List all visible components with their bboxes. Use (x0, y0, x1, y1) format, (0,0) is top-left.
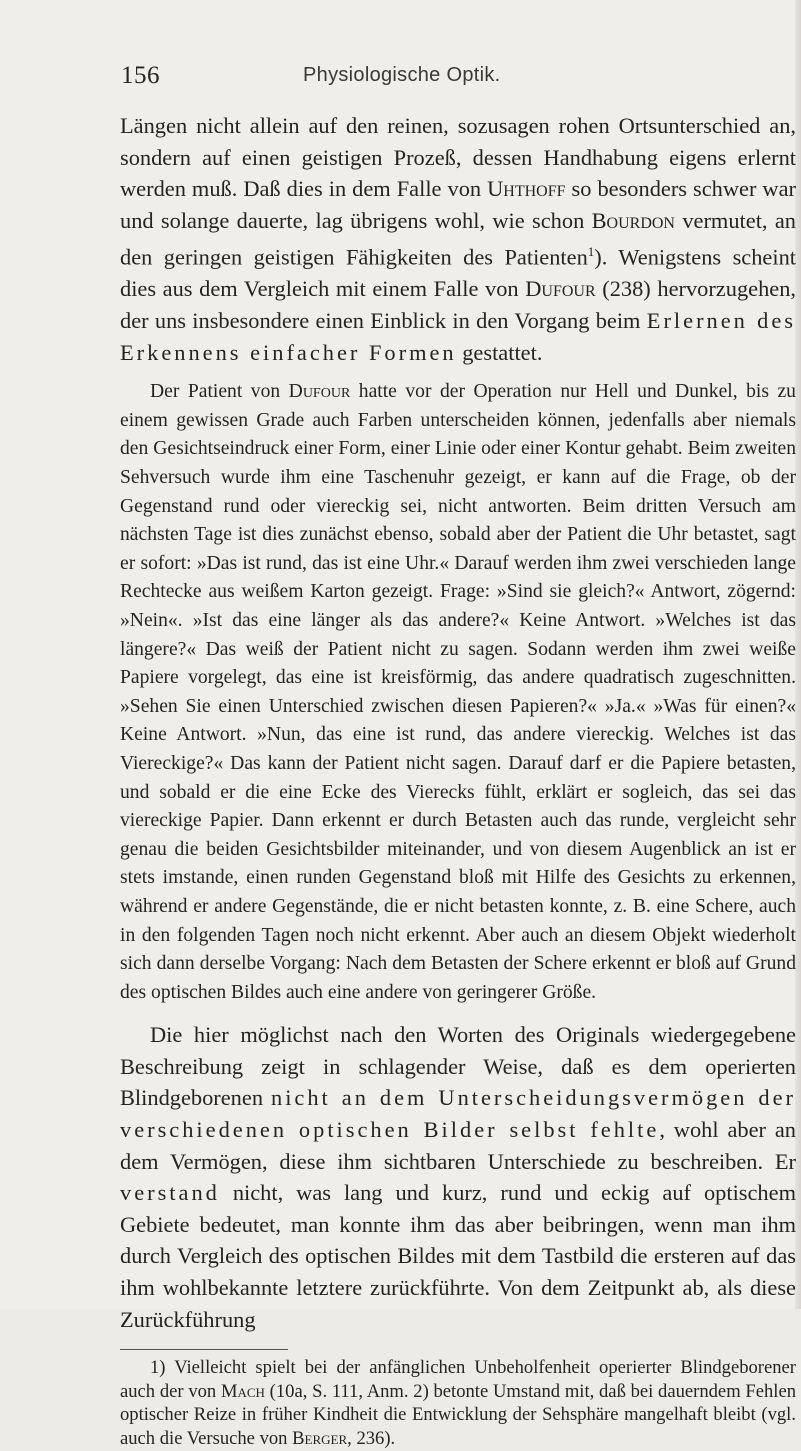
author-name: Uhthoff (487, 176, 566, 202)
text-run: , wohl aber an dem Vermögen, diese ihm sichtbaren Unterschiede zu beschreiben. Er (120, 1117, 796, 1174)
text-run: , 236). (347, 1428, 396, 1449)
author-name: Mach (220, 1380, 265, 1402)
text-run: nicht, was lang und kurz, rund und eckig auf optischem Gebiete bedeutet, man konnte ihm das aber beibringen, wenn man ihm durch Vergleich des optischen Bildes mit dem Tastbild die ersteren auf das ihm wohlbekannte letztere zurückführte. Von dem Zeitpunkt ab, als diese Zurückführung (120, 1180, 796, 1332)
emphasis-spaced: verstand (120, 1180, 220, 1206)
author-name: Bourdon (591, 207, 675, 233)
author-name: Dufour (525, 276, 596, 302)
body-text (120, 110, 796, 1451)
text-run: gestattet. (456, 339, 543, 365)
page-number: 156 (121, 62, 160, 89)
text-run: ). Wenigstens scheint dies aus dem Vergleich mit einem Falle von (120, 244, 797, 302)
text-run: ) Vielleicht spielt bei der anfänglichen Unbeholfenheit operierter Blindgeborener auch der von (120, 1357, 796, 1402)
author-name: Dufour (288, 381, 351, 403)
text-run: hatte vor der Operation nur Hell und Dunkel, bis zu einem gewissen Grade auch Farben unterscheiden können, jedenfalls aber niemals den Gesichtseindruck einer Form, einer Linie oder einer Kontur gehabt. Beim zweiten Sehversuch wurde ihm eine Taschenuhr gezeigt, er kann auf die Frage, ob der Gegenstand rund oder viereckig sei, nicht antworten. Beim dritten Versuch am nächsten Tage ist dies zunächst ebenso, sobald aber der Patient die Uhr betastet, sagt er sofort: »Das ist rund, das ist eine Uhr.« Darauf werden ihm zwei verschieden lange Rechtecke aus weißem Karton gezeigt. Frage: »Sind sie gleich?« Antwort, zögernd: »Nein«. »Ist das eine länger als das andere?« Keine Antwort. »Welches ist das längere?« Das weiß der Patient nicht zu sagen. Sodann werden ihm zwei weiße Papiere vorgelegt, das eine ist kreisförmig, das andere quadratisch zugeschnitten. »Sehen Sie einen Unterschied zwischen diesen Papieren?« »Ja.« »Was für einen?« Keine Antwort. »Nun, das eine ist rund, das andere viereckig. Welches ist das Viereckige?« Das kann der Patient nicht sagen. Darauf darf er die Papiere betasten, und sobald er die eine Ecke des Vierecks fühlt, erklärt er sogleich, das sei das viereckige Papier. Dann erkennt er durch Betasten auch das runde, vergleicht sehr genau die beiden Gesichtsbilder miteinander, und von diesem Augenblick an ist er stets imstande, einen runden Gegenstand bloß mit Hilfe des Gesichts zu erkennen, während er andere Gegenstände, die er nicht betasten konnte, z. B. eine Schere, auch in den folgenden Tagen noch nicht erkennt. Aber auch an diesem Objekt wiederholt sich dann derselbe Vorgang: Nach dem Betasten der Schere erkennt er bloß auf Grund des optischen Bildes auch eine andere von geringerer Größe. (120, 381, 796, 1003)
footnote (120, 1356, 796, 1450)
text-run: (238) hervorzugehen, der uns insbesondere einen Einblick in den Vorgang beim (120, 276, 797, 334)
author-name: Berger (292, 1428, 348, 1449)
paragraph-1 (120, 110, 796, 368)
text-run: vermutet, an den geringen geistigen Fähigkeiten des Patienten (120, 207, 796, 270)
text-run: Die hier möglichst nach den Worten des Originals wiedergegebene Beschreibung zeigt in schlagender Weise, daß es dem operierten Blindgeborenen (120, 1022, 796, 1111)
text-run: Längen nicht allein auf den reinen, sozusagen rohen Ortsunterschied an, sondern auf einen geistigen Prozeß, dessen Handhabung eigens erlernt werden muß. Daß dies in dem Falle von (120, 113, 796, 202)
text-run: Der Patient von (150, 381, 289, 403)
paragraph-3 (120, 1019, 796, 1335)
footnote-number: 1 (150, 1357, 160, 1379)
text-run: (10a, S. 111, Anm. 2) betonte Umstand mit, daß bei dauerndem Fehlen optischer Reize in früher Kindheit die Entwicklung der Sehsphäre mangelhaft bleibt (vgl. auch die Versuche von (120, 1380, 796, 1449)
footnote-ref: 1 (587, 244, 595, 260)
running-title: Physiologische Optik. (303, 64, 501, 86)
footnote-divider (120, 1349, 288, 1350)
page-header (121, 62, 761, 96)
emphasis-spaced: nicht an dem Unterscheidungsvermögen der verschiedenen optischen Bilder selbst fehlte (120, 1085, 796, 1143)
paragraph-2 (120, 378, 796, 1007)
emphasis-spaced: Erlernen des Erkennens einfacher Formen (120, 308, 797, 365)
text-run: so besonders schwer war und solange dauerte, lag übrigens wohl, wie schon (120, 176, 796, 233)
